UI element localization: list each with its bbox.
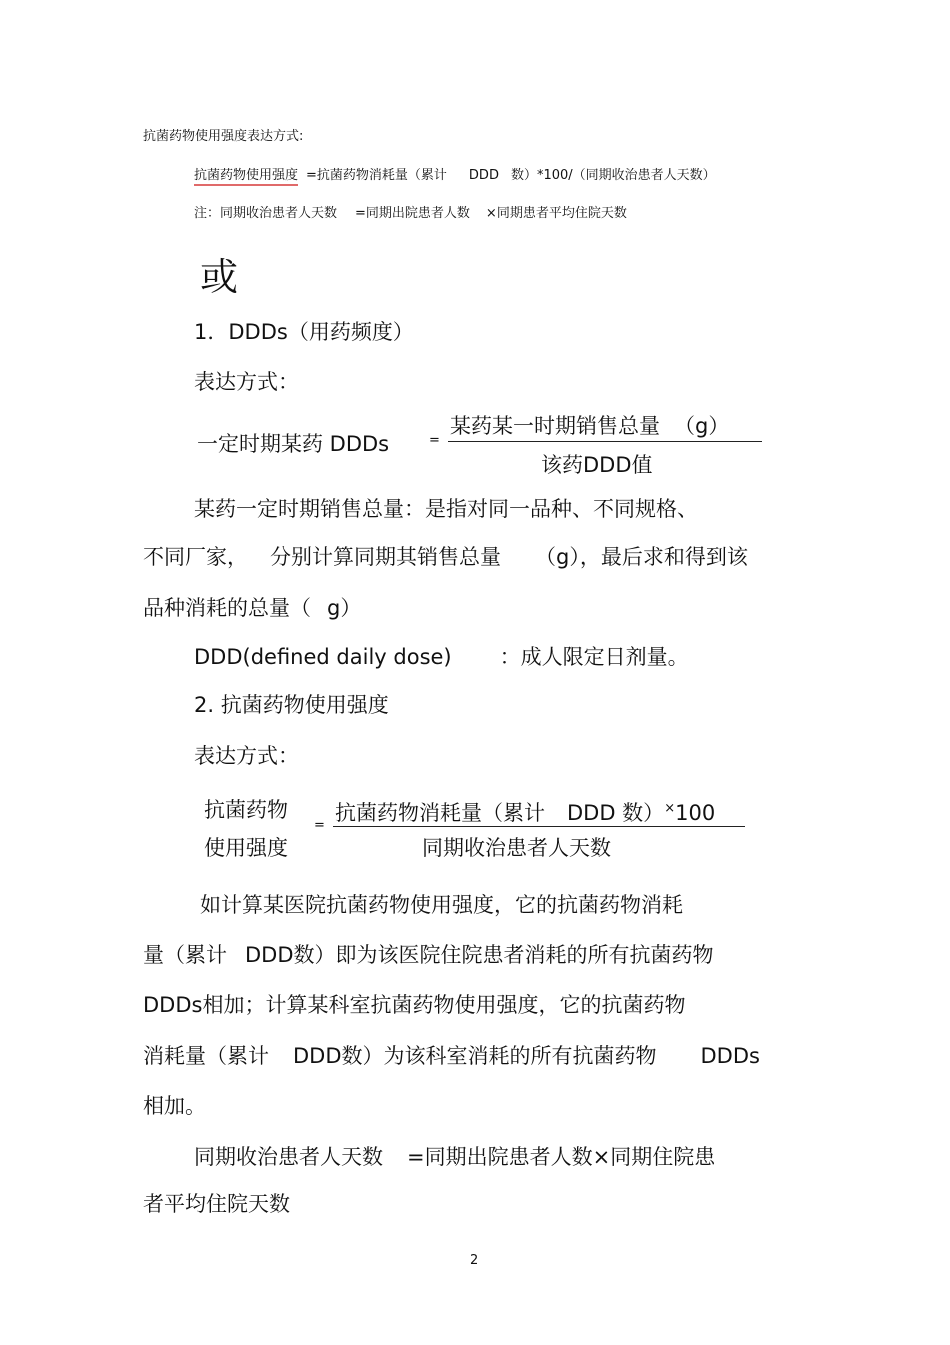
para1-line2 [143, 541, 748, 571]
formula-rhs-c: 数）*100/（同期收治患者人天数） [510, 168, 716, 183]
note-b: =同期出院患者人数 [355, 206, 470, 221]
para1-line2-b: 分别计算同期其销售总量 [270, 545, 501, 569]
times-sign: × [664, 801, 676, 816]
ddds-numerator-b: （g） [674, 414, 730, 438]
note-line [194, 202, 627, 221]
or-label: 或 [200, 255, 239, 299]
para2-line2-b: DDD数）即为该医院住院患者消耗的所有抗菌药物 [245, 943, 714, 967]
intensity-numerator-b: DDD 数） [567, 801, 665, 825]
para1-line3-b: g） [327, 596, 362, 620]
ddds-numerator-a: 某药某一时期销售总量 [450, 414, 660, 438]
section1-expr-label: 表达方式： [194, 370, 299, 394]
section2-title: 2. 抗菌药物使用强度 [194, 693, 389, 717]
formula-rhs-a: =抗菌药物消耗量（累计 [306, 168, 447, 183]
section1-title: 1．DDDs（用药频度） [194, 320, 414, 344]
ddds-eq-lhs: 一定时期某药 DDDs [197, 432, 390, 456]
formula-rhs-b: DDD [468, 168, 499, 183]
para2-line4 [143, 1040, 760, 1070]
hundred-value: 100 [675, 801, 716, 825]
para2-line4-c: DDDs [700, 1044, 760, 1068]
ddd-def-b: ：成人限定日剂量。 [499, 645, 689, 669]
para2-line4-a: 消耗量（累计 [143, 1044, 269, 1068]
para1-line2-c: （g），最后求和得到该 [535, 545, 748, 569]
days-line1-a: 同期收治患者人天数 [194, 1145, 383, 1169]
ddd-definition [194, 641, 689, 671]
para1-line1: 某药一定时期销售总量：是指对同一品种、不同规格、 [194, 497, 698, 521]
para2-line1: 如计算某医院抗菌药物使用强度，它的抗菌药物消耗 [200, 893, 683, 917]
intensity-eq-sign: = [314, 818, 325, 833]
days-line1-b: =同期出院患者人数×同期住院患 [407, 1145, 716, 1169]
days-line2: 者平均住院天数 [143, 1192, 290, 1216]
para1-line3 [143, 592, 361, 622]
note-a: 注：同期收治患者人天数 [194, 206, 338, 221]
para2-line4-b: DDD数）为该科室消耗的所有抗菌药物 [293, 1044, 657, 1068]
intensity-lhs-line2: 使用强度 [204, 836, 288, 860]
intensity-numerator-a: 抗菌药物消耗量（累计 [335, 801, 545, 825]
formula-lhs: 抗菌药物使用强度 [194, 168, 298, 186]
para2-line3: DDDs相加；计算某科室抗菌药物使用强度，它的抗菌药物 [143, 993, 686, 1017]
note-c: ×同期患者平均住院天数 [485, 206, 627, 221]
para2-line2 [143, 939, 714, 969]
ddds-denominator: 该药DDD值 [541, 453, 653, 477]
para2-line5: 相加。 [143, 1094, 206, 1118]
ddds-eq-sign: = [429, 433, 440, 448]
intensity-numerator [335, 797, 715, 827]
intensity-fraction-bar [333, 826, 745, 827]
intro-text: 抗菌药物使用强度表达方式: [143, 129, 304, 144]
formula-line [194, 164, 716, 183]
para1-line3-a: 品种消耗的总量（ [143, 596, 311, 620]
days-line1 [194, 1141, 715, 1171]
page-number: 2 [470, 1253, 479, 1268]
para1-line2-a: 不同厂家， [143, 545, 248, 569]
intensity-lhs-line1: 抗菌药物 [204, 798, 288, 822]
intensity-denominator: 同期收治患者人天数 [422, 836, 611, 860]
ddds-numerator [450, 410, 729, 440]
ddd-def-a: DDD(defined daily dose) [194, 645, 452, 669]
section2-expr-label: 表达方式： [194, 744, 299, 768]
ddds-fraction-bar [448, 441, 762, 442]
para2-line2-a: 量（累计 [143, 943, 227, 967]
